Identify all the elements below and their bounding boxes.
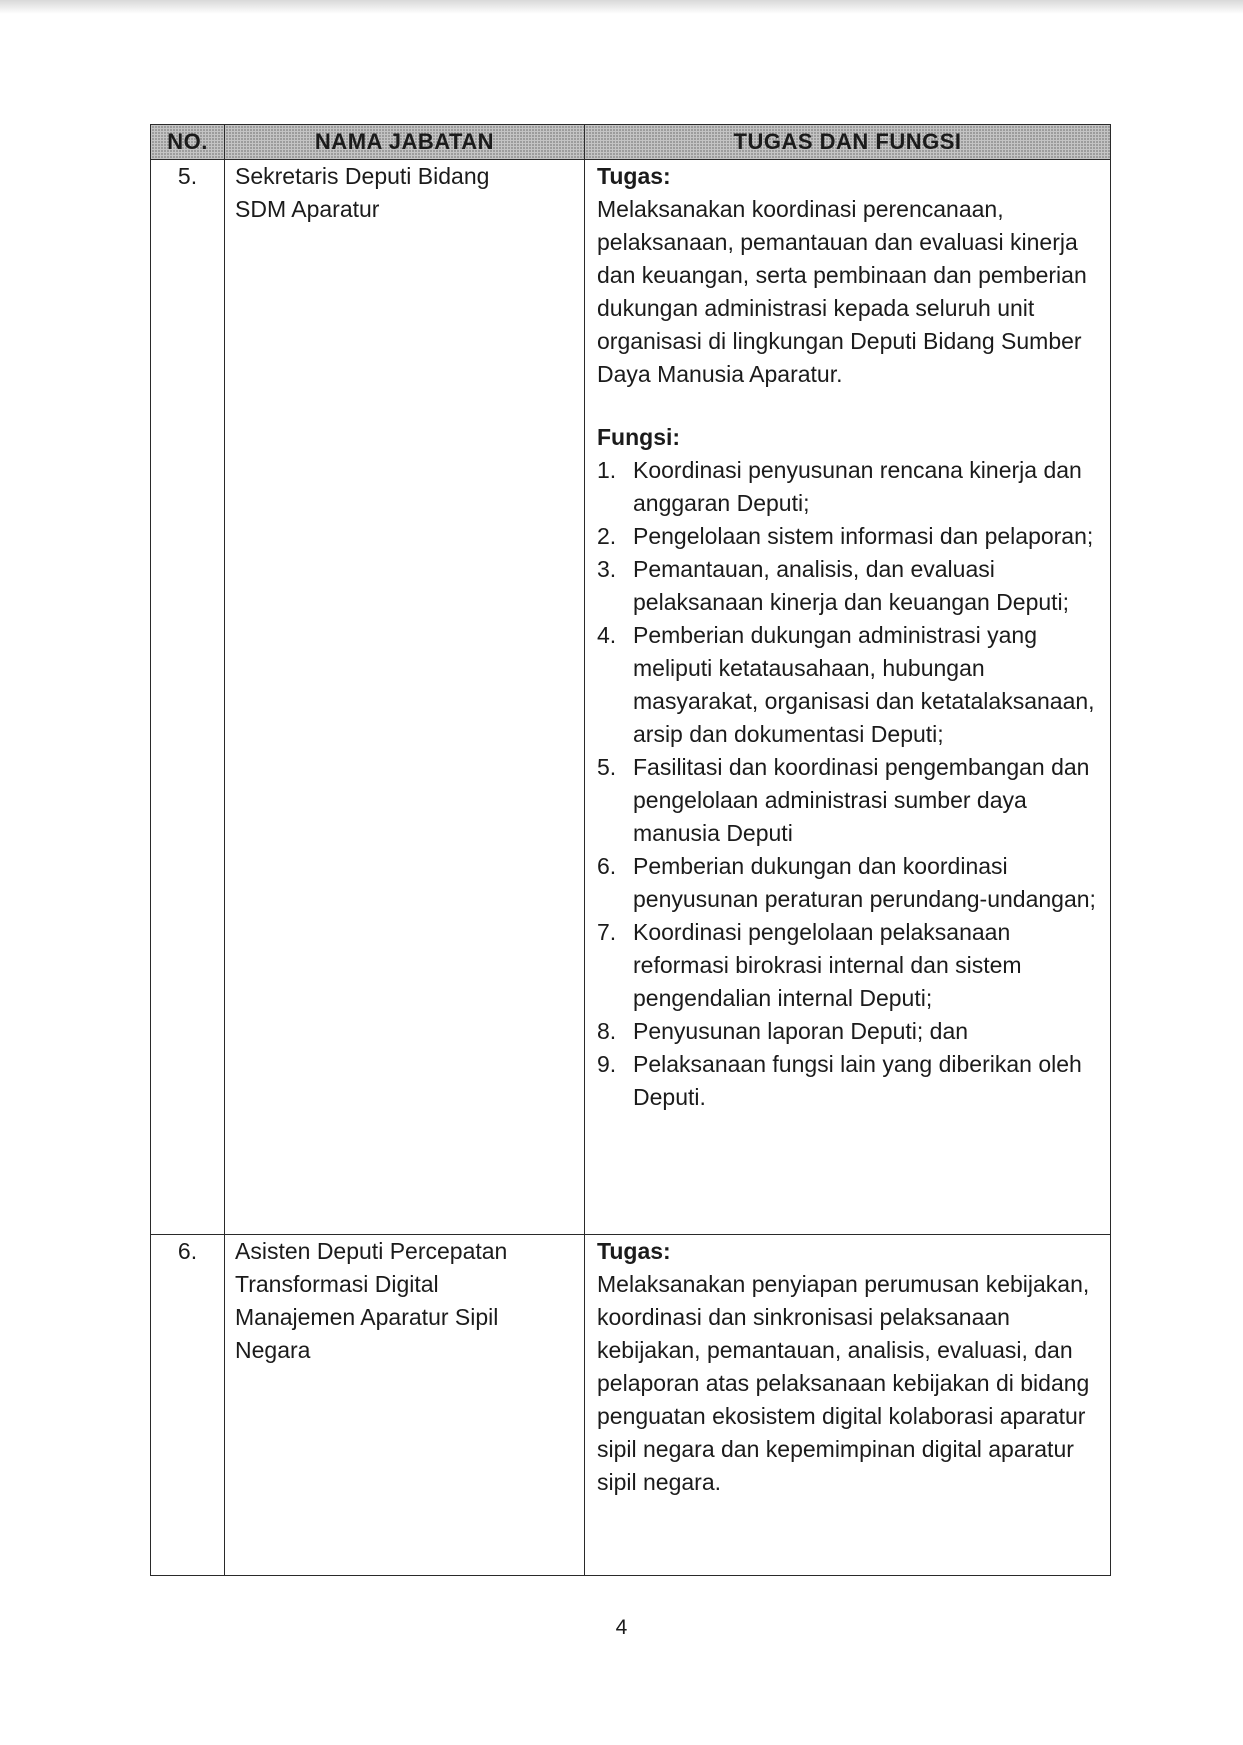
position-name-line: Manajemen Aparatur Sipil [235, 1304, 499, 1330]
position-name-line: SDM Aparatur [235, 196, 380, 222]
list-item-text: Pemberian dukungan administrasi yang meliputi ketatausahaan, hubungan masyarakat, organisasi dan ketatalaksanaan, arsip dan dokumentasi Deputi; [633, 622, 1095, 747]
fungsi-list [597, 454, 1102, 1114]
list-item-number: 2. [597, 523, 617, 549]
list-item-text: Koordinasi penyusunan rencana kinerja dan anggaran Deputi; [633, 457, 1082, 516]
list-item [597, 916, 1102, 1015]
list-item-number: 1. [597, 457, 617, 483]
header-nama-jabatan: NAMA JABATAN [225, 125, 585, 160]
list-item-text: Pelaksanaan fungsi lain yang diberikan oleh Deputi. [633, 1051, 1082, 1110]
list-item [597, 553, 1102, 619]
list-item [597, 619, 1102, 751]
fungsi-label: Fungsi: [597, 424, 681, 450]
position-name-line: Negara [235, 1337, 311, 1363]
list-item-text: Penyusunan laporan Deputi; dan [633, 1018, 969, 1044]
list-item-number: 5. [597, 754, 617, 780]
row-number: 6. [151, 1235, 225, 1576]
list-item-number: 6. [597, 853, 617, 879]
list-item [597, 1048, 1102, 1114]
tugas-text: Melaksanakan koordinasi perencanaan, pelaksanaan, pemantauan dan evaluasi kinerja dan keuangan, serta pembinaan dan pemberian dukungan administrasi kepada seluruh unit organisasi di lingkungan Deputi Bidang Sumber Daya Manusia Aparatur. [597, 196, 1087, 387]
position-name [225, 1235, 585, 1576]
position-name [225, 160, 585, 1235]
tugas-text: Melaksanakan penyiapan perumusan kebijakan, koordinasi dan sinkronisasi pelaksanaan kebijakan, pemantauan, analisis, evaluasi, dan pelaporan atas pelaksanaan kebijakan di bidang penguatan ekosistem digital kolaborasi aparatur sipil negara dan kepemimpinan digital aparatur sipil negara. [597, 1271, 1090, 1495]
list-item-text: Koordinasi pengelolaan pelaksanaan reformasi birokrasi internal dan sistem pengendalian internal Deputi; [633, 919, 1022, 1011]
page-number: 4 [615, 1616, 628, 1639]
table-row [151, 1235, 1111, 1576]
table-header-row [151, 125, 1111, 160]
duties-cell [585, 160, 1111, 1235]
position-name-line: Asisten Deputi Percepatan [235, 1238, 508, 1264]
list-item-number: 9. [597, 1051, 617, 1077]
header-no: NO. [151, 125, 225, 160]
list-item-text: Pemberian dukungan dan koordinasi penyusunan peraturan perundang-undangan; [633, 853, 1096, 912]
header-tugas-dan-fungsi: TUGAS DAN FUNGSI [585, 125, 1111, 160]
list-item-text: Pemantauan, analisis, dan evaluasi pelaksanaan kinerja dan keuangan Deputi; [633, 556, 1070, 615]
table-row [151, 160, 1111, 1235]
list-item [597, 1015, 1102, 1048]
position-name-line: Transformasi Digital [235, 1271, 439, 1297]
list-item [597, 751, 1102, 850]
position-name-line: Sekretaris Deputi Bidang [235, 163, 490, 189]
list-item-text: Pengelolaan sistem informasi dan pelaporan; [633, 523, 1094, 549]
scan-edge-shadow [0, 0, 1243, 14]
list-item [597, 454, 1102, 520]
jabatan-table [150, 124, 1111, 1576]
list-item-number: 8. [597, 1018, 617, 1044]
list-item-number: 4. [597, 622, 617, 648]
list-item-number: 7. [597, 919, 617, 945]
tugas-label: Tugas: [597, 1238, 671, 1264]
list-item-number: 3. [597, 556, 617, 582]
list-item-text: Fasilitasi dan koordinasi pengembangan dan pengelolaan administrasi sumber daya manusia Deputi [633, 754, 1090, 846]
duties-cell [585, 1235, 1111, 1576]
list-item [597, 850, 1102, 916]
list-item [597, 520, 1102, 553]
row-number: 5. [151, 160, 225, 1235]
tugas-label: Tugas: [597, 163, 671, 189]
